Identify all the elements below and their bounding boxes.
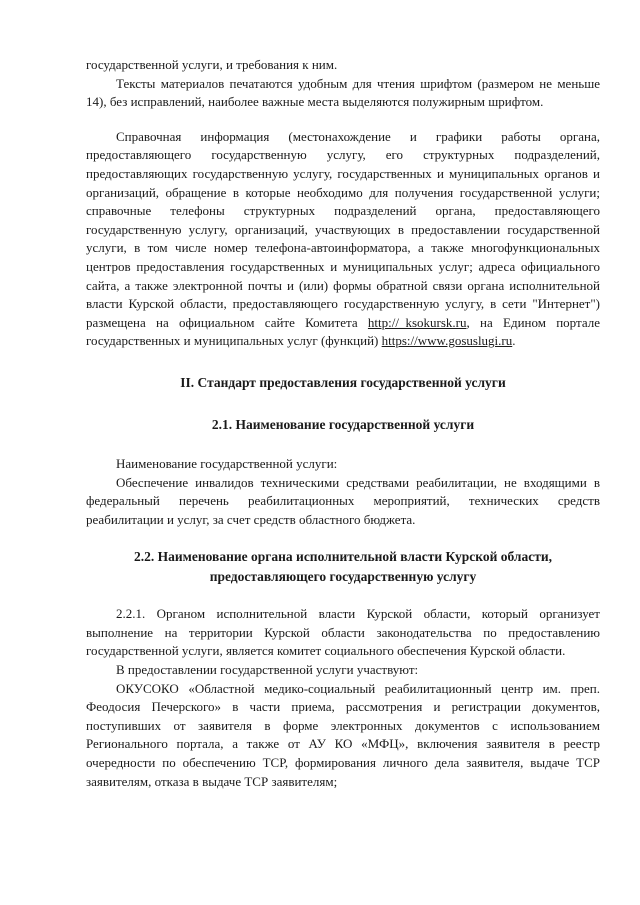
paragraph-font-requirements: Тексты материалов печатаются удобным для чтения шрифтом (размером не меньше 14), без исправлений, наиболее важные места выделяются полужирным шрифтом.	[86, 75, 600, 110]
committee-site-link[interactable]: http://_ksokursk.ru	[367, 314, 467, 330]
document-body	[86, 56, 600, 791]
reference-info-text: Справочная информация (местонахождение и графики работы органа, предоставляющего государственную услугу, его структурных подразделений, предоставляющих государственную услугу, государственных и муниципальных органов и организаций, обращение в которые необходимо для получения государственной услуги; справочные телефоны структурных подразделений органа, предоставляющего государственную услугу, организаций, участвующих в предоставлении государственной услуги, в том числе номер телефона-автоинформатора, а также многофункциональных центров предоставления государственных и муниципальных услуг; адреса официального сайта, а также электронной почты и (или) формы обратной связи органа исполнительной власти Курской области, предоставляющего государственную услугу, в сети "Интернет") размещена на официальном сайте Комитета	[86, 128, 600, 330]
subsection-heading-2-2-line1: 2.2. Наименование органа исполнительной власти Курской области,	[134, 549, 552, 565]
paragraph-reference-info	[86, 128, 600, 351]
reference-info-mid: , на Едином портале государственных и муниципальных услуг (функций)	[86, 314, 600, 349]
gosuslugi-link[interactable]: https://www.gosuslugi.ru	[381, 333, 513, 349]
spacer	[86, 435, 600, 455]
participants-label: В предоставлении государственной услуги участвуют:	[116, 662, 419, 678]
subsection-heading-2-2-line2: предоставляющего государственную услугу	[209, 569, 477, 585]
spacer	[86, 393, 600, 415]
participants-text: ОКУСОКО «Областной медико-социальный реабилитационный центр им. преп. Феодосия Печерского» в части приема, рассмотрения и регистрации документов, поступивших от заявителя в форме электронных документов с использованием Регионального портала, а также от АУ КО «МФЦ», включения заявителя в реестр очередности по обеспечению ТСР, формирования личного дела заявителя, выдаче ТСР заявителям, отказа в выдаче ТСР заявителям;	[86, 680, 600, 789]
spacer	[86, 112, 600, 128]
paragraph-continuation: государственной услуги, и требования к ним.	[86, 57, 338, 72]
spacer	[86, 529, 600, 547]
subsection-heading-2-1: 2.1. Наименование государственной услуги	[211, 416, 475, 432]
reference-info-end: .	[512, 333, 516, 349]
spacer	[86, 587, 600, 605]
paragraph-2-2-1: 2.2.1. Органом исполнительной власти Курской области, который организует выполнение на территории Курской области законодательства по предоставлению государственной услуги, является комитет социального обеспечения Курской области.	[86, 606, 600, 659]
spacer	[86, 351, 600, 373]
service-name-label: Наименование государственной услуги:	[116, 455, 338, 471]
section-heading-standard: II. Стандарт предоставления государственной услуги	[180, 374, 506, 390]
service-name-text: Обеспечение инвалидов техническими средствами реабилитации, не входящими в федеральный перечень реабилитационных мероприятий, технических средств реабилитации и услуг, за счет средств областного бюджета.	[86, 474, 600, 527]
